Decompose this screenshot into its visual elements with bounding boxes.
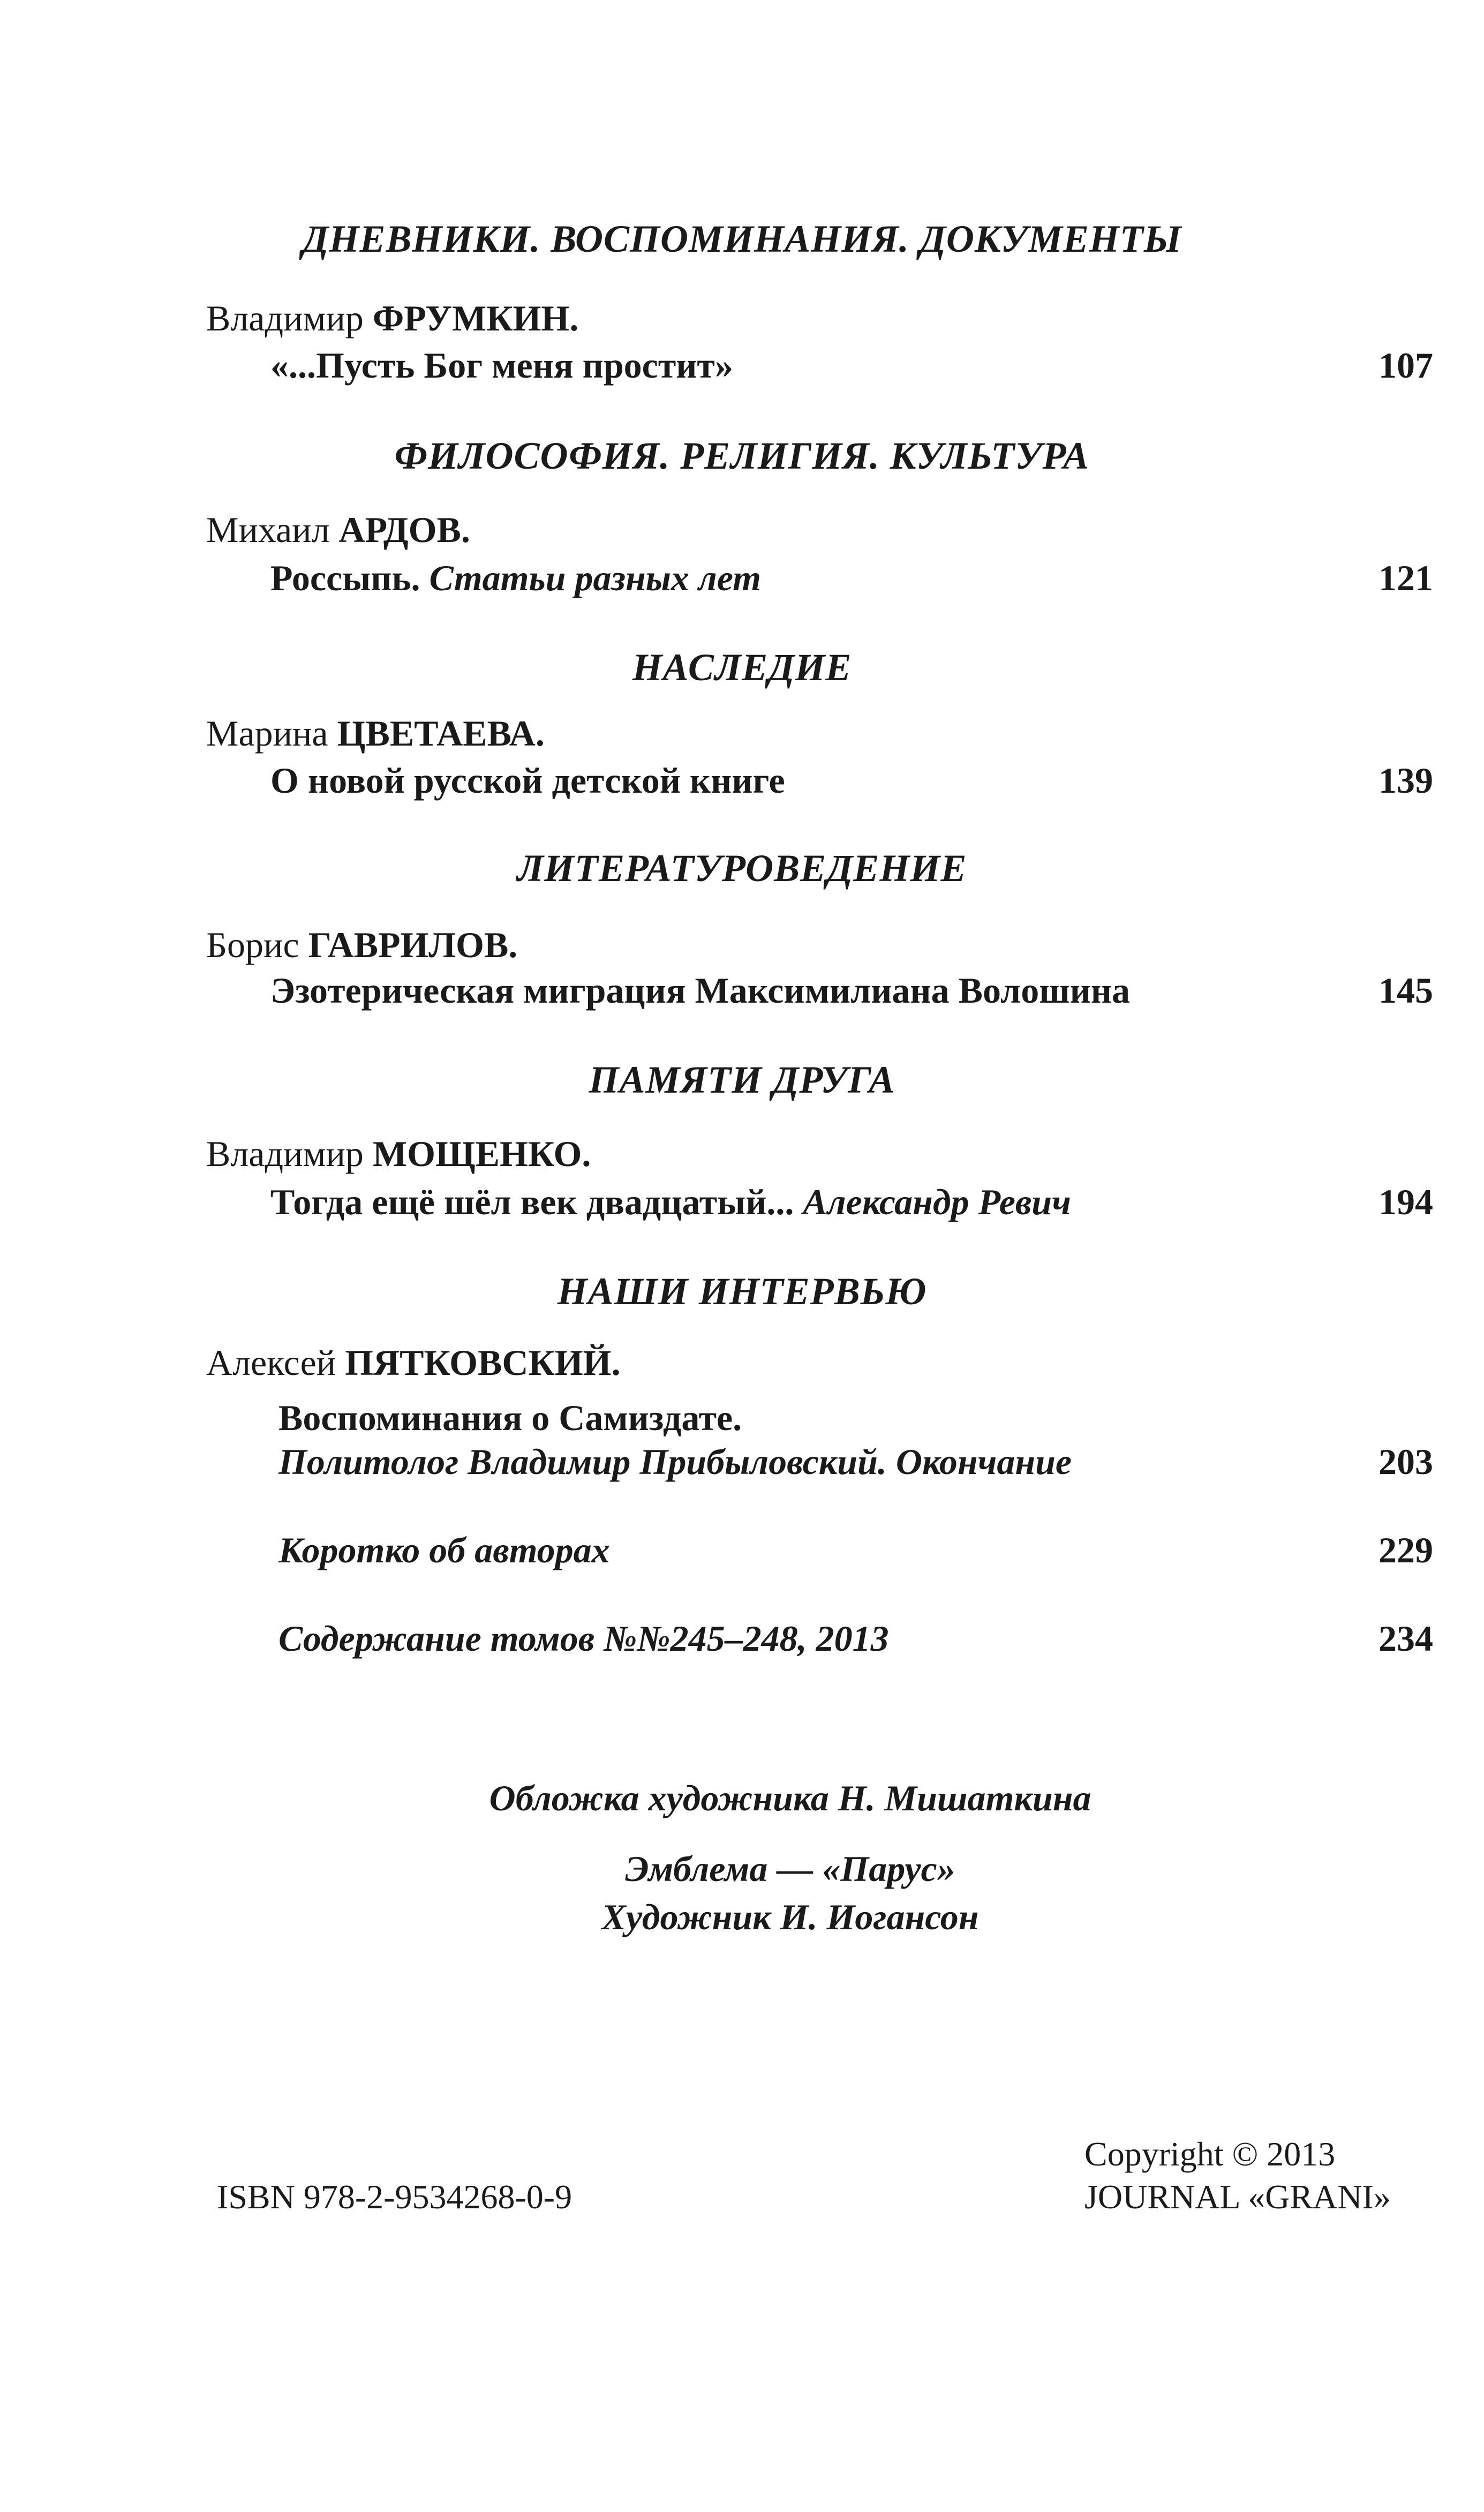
extra-authors-page: 229 (1378, 1530, 1433, 1570)
entry-subtitle: Александр Ревич (803, 1182, 1071, 1222)
copyright: Copyright © 2013 (1084, 2135, 1336, 2173)
journal-name: JOURNAL «GRANI» (1084, 2178, 1391, 2216)
extra-contents-page: 234 (1378, 1618, 1433, 1659)
author-first-name: Михаил (206, 509, 330, 550)
author-first-name: Борис (206, 924, 299, 965)
entry-page-number: 139 (1378, 760, 1433, 801)
section-heading-literary-studies: ЛИТЕРАТУРОВЕДЕНИЕ (517, 847, 967, 890)
entry-page-number: 107 (1378, 345, 1433, 386)
author-surname: ПЯТКОВСКИЙ. (345, 1342, 621, 1383)
entry-page-number: 203 (1378, 1441, 1433, 1482)
section-heading-heritage: НАСЛЕДИЕ (632, 646, 852, 689)
author-first-name: Владимир (206, 298, 364, 339)
entry-title: О новой русской детской книге (270, 760, 785, 801)
entry-title (270, 1181, 1071, 1223)
entry-title: Воспоминания о Самиздате. (278, 1397, 742, 1438)
entry-title: «...Пусть Бог меня простит» (270, 345, 733, 386)
entry-author (206, 924, 517, 966)
author-first-name: Марина (206, 713, 328, 754)
entry-page-number: 121 (1378, 558, 1433, 598)
entry-author (206, 712, 545, 755)
author-surname: АРДОВ. (338, 509, 470, 550)
isbn: ISBN 978-2-9534268-0-9 (217, 2178, 572, 2216)
artist-credit: Художник И. Иогансон (601, 1897, 979, 1937)
entry-author (206, 1342, 621, 1384)
entry-page-number: 194 (1378, 1182, 1433, 1222)
extra-contents-label: Содержание томов №№245–248, 2013 (278, 1618, 889, 1659)
section-heading-in-memory: ПАМЯТИ ДРУГА (589, 1058, 895, 1101)
emblem-credit: Эмблема — «Парус» (625, 1848, 955, 1889)
entry-title-main: Россыпь. (270, 558, 420, 598)
entry-author (206, 509, 470, 551)
entry-title: Эзотерическая миграция Максимилиана Волошина (270, 970, 1130, 1011)
section-heading-diaries: ДНЕВНИКИ. ВОСПОМИНАНИЯ. ДОКУМЕНТЫ (302, 217, 1182, 260)
author-first-name: Алексей (206, 1342, 336, 1383)
entry-title (270, 557, 761, 599)
author-surname: МОЩЕНКО. (372, 1133, 591, 1174)
extra-authors-label: Коротко об авторах (278, 1530, 610, 1570)
entry-author (206, 297, 578, 340)
entry-page-number: 145 (1378, 970, 1433, 1011)
author-first-name: Владимир (206, 1133, 364, 1174)
section-heading-interviews: НАШИ ИНТЕРВЬЮ (557, 1270, 927, 1313)
section-heading-philosophy: ФИЛОСОФИЯ. РЕЛИГИЯ. КУЛЬТУРА (394, 434, 1090, 477)
entry-author (206, 1133, 591, 1175)
author-surname: ЦВЕТАЕВА. (337, 713, 545, 754)
entry-subtitle: Статьи разных лет (429, 558, 761, 598)
entry-title-main: Тогда ещё шёл век двадцатый... (270, 1182, 794, 1222)
author-surname: ФРУМКИН. (372, 298, 579, 339)
entry-subtitle: Политолог Владимир Прибыловский. Окончание (278, 1441, 1072, 1482)
cover-credit: Обложка художника Н. Мишаткина (489, 1778, 1091, 1818)
author-surname: ГАВРИЛОВ. (308, 924, 518, 965)
